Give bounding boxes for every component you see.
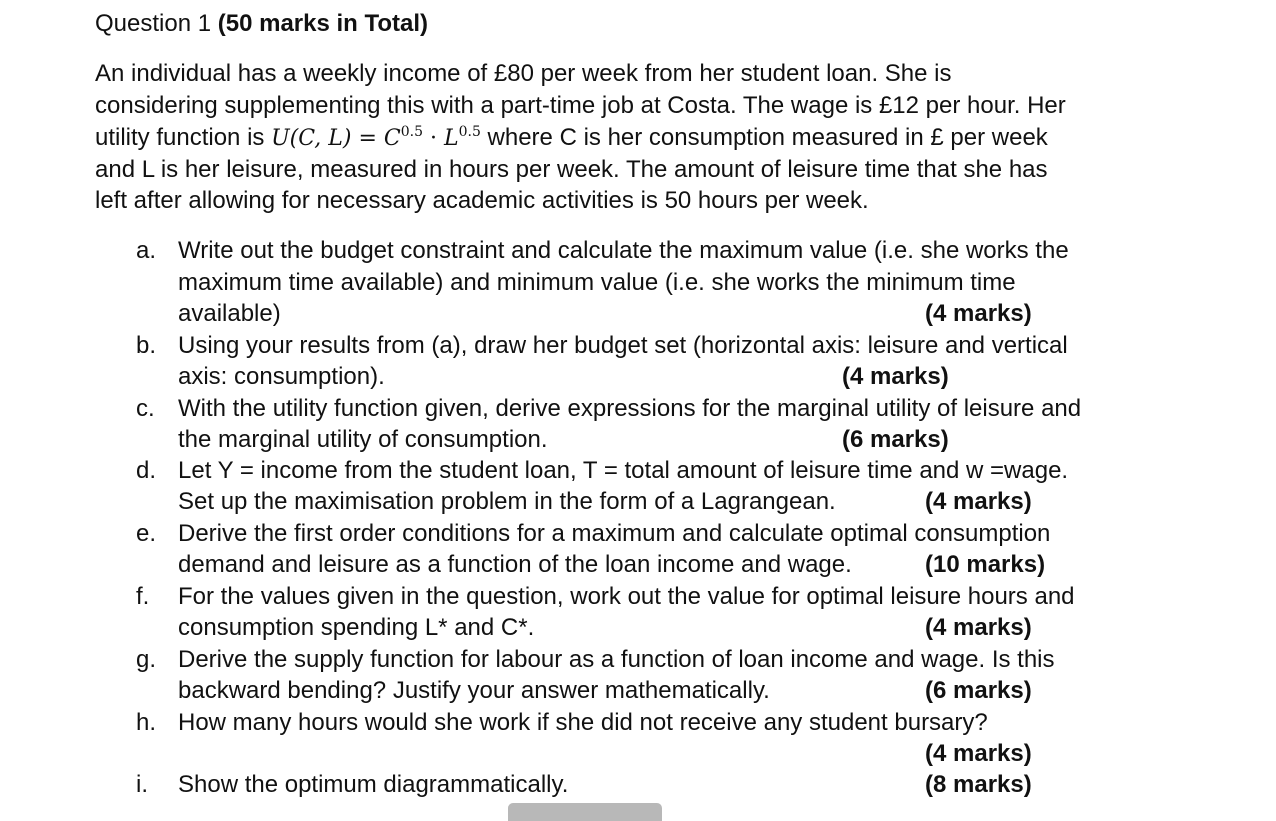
part-text: backward bending? Justify your answer mathematically. — [178, 677, 770, 704]
part-text: available) — [178, 300, 281, 327]
part-marks: (6 marks) — [925, 677, 1032, 704]
multiply-dot: · — [429, 126, 437, 151]
part-text: Let Y = income from the student loan, T = total amount of leisure time and w =wage. — [178, 457, 1069, 484]
list-item — [0, 518, 1276, 550]
part-letter: c. — [136, 395, 155, 422]
list-item-continuation — [0, 424, 1276, 456]
part-text: Set up the maximisation problem in the form of a Lagrangean. — [178, 488, 836, 515]
part-text: the marginal utility of consumption. — [178, 426, 548, 453]
list-item — [0, 330, 1276, 362]
part-text: How many hours would she work if she did not receive any student bursary? — [178, 709, 988, 736]
question-total-marks: (50 marks in Total) — [217, 10, 429, 37]
list-item-continuation — [0, 612, 1276, 644]
equals-sign: = — [358, 126, 377, 151]
part-text: Derive the supply function for labour as a function of loan income and wage. Is this — [178, 646, 1055, 673]
part-text: Show the optimum diagrammatically. — [178, 771, 569, 798]
list-item — [0, 235, 1276, 267]
question-title: Question 1 — [95, 10, 212, 37]
part-text: With the utility function given, derive expressions for the marginal utility of leisure and — [178, 395, 1082, 422]
leisure-symbol: L — [443, 126, 459, 151]
list-item-continuation — [0, 738, 1276, 770]
part-marks: (4 marks) — [925, 300, 1032, 327]
part-text: maximum time available) and minimum value (i.e. she works the minimum time — [178, 269, 1016, 296]
scroll-handle[interactable] — [508, 803, 662, 821]
intro-line: An individual has a weekly income of £80 per week from her student loan. She is — [95, 60, 952, 87]
leisure-exponent: 0.5 — [458, 124, 481, 140]
list-item — [0, 393, 1276, 425]
part-text: demand and leisure as a function of the loan income and wage. — [178, 551, 852, 578]
part-letter: h. — [136, 709, 157, 736]
list-item — [0, 644, 1276, 676]
part-letter: g. — [136, 646, 157, 673]
part-text: Write out the budget constraint and calculate the maximum value (i.e. she works the — [178, 237, 1069, 264]
part-letter: f. — [136, 583, 150, 610]
list-item — [0, 455, 1276, 487]
part-text: Derive the first order conditions for a maximum and calculate optimal consumption — [178, 520, 1051, 547]
part-text: For the values given in the question, work out the value for optimal leisure hours and — [178, 583, 1075, 610]
part-marks: (10 marks) — [925, 551, 1046, 578]
part-marks: (4 marks) — [925, 488, 1032, 515]
part-marks: (4 marks) — [842, 363, 949, 390]
list-item-continuation — [0, 675, 1276, 707]
list-item-continuation — [0, 267, 1276, 299]
part-letter: e. — [136, 520, 157, 547]
consumption-exponent: 0.5 — [400, 124, 423, 140]
part-marks: (8 marks) — [925, 771, 1032, 798]
part-marks: (6 marks) — [842, 426, 949, 453]
part-letter: i. — [136, 771, 148, 798]
list-item-continuation — [0, 486, 1276, 518]
list-item — [0, 769, 1276, 801]
list-item-continuation — [0, 298, 1276, 330]
intro-text: utility function is — [95, 124, 265, 151]
list-item — [0, 581, 1276, 613]
consumption-symbol: C — [383, 126, 401, 151]
intro-line: and L is her leisure, measured in hours per week. The amount of leisure time that she has — [95, 156, 1048, 183]
part-letter: d. — [136, 457, 157, 484]
part-text: axis: consumption). — [178, 363, 385, 390]
list-item-continuation — [0, 361, 1276, 393]
list-item-continuation — [0, 549, 1276, 581]
part-letter: a. — [136, 237, 157, 264]
part-letter: b. — [136, 332, 157, 359]
intro-line: left after allowing for necessary academic activities is 50 hours per week. — [95, 187, 869, 214]
part-marks: (4 marks) — [925, 614, 1032, 641]
intro-line: considering supplementing this with a part-time job at Costa. The wage is £12 per hour. Her — [95, 92, 1066, 119]
list-item — [0, 707, 1276, 739]
utility-lhs: U(C, L) — [271, 126, 352, 151]
part-text: consumption spending L* and C*. — [178, 614, 535, 641]
part-text: Using your results from (a), draw her budget set (horizontal axis: leisure and vertical — [178, 332, 1068, 359]
part-marks: (4 marks) — [925, 740, 1032, 767]
intro-text: where C is her consumption measured in £ per week — [487, 124, 1048, 151]
